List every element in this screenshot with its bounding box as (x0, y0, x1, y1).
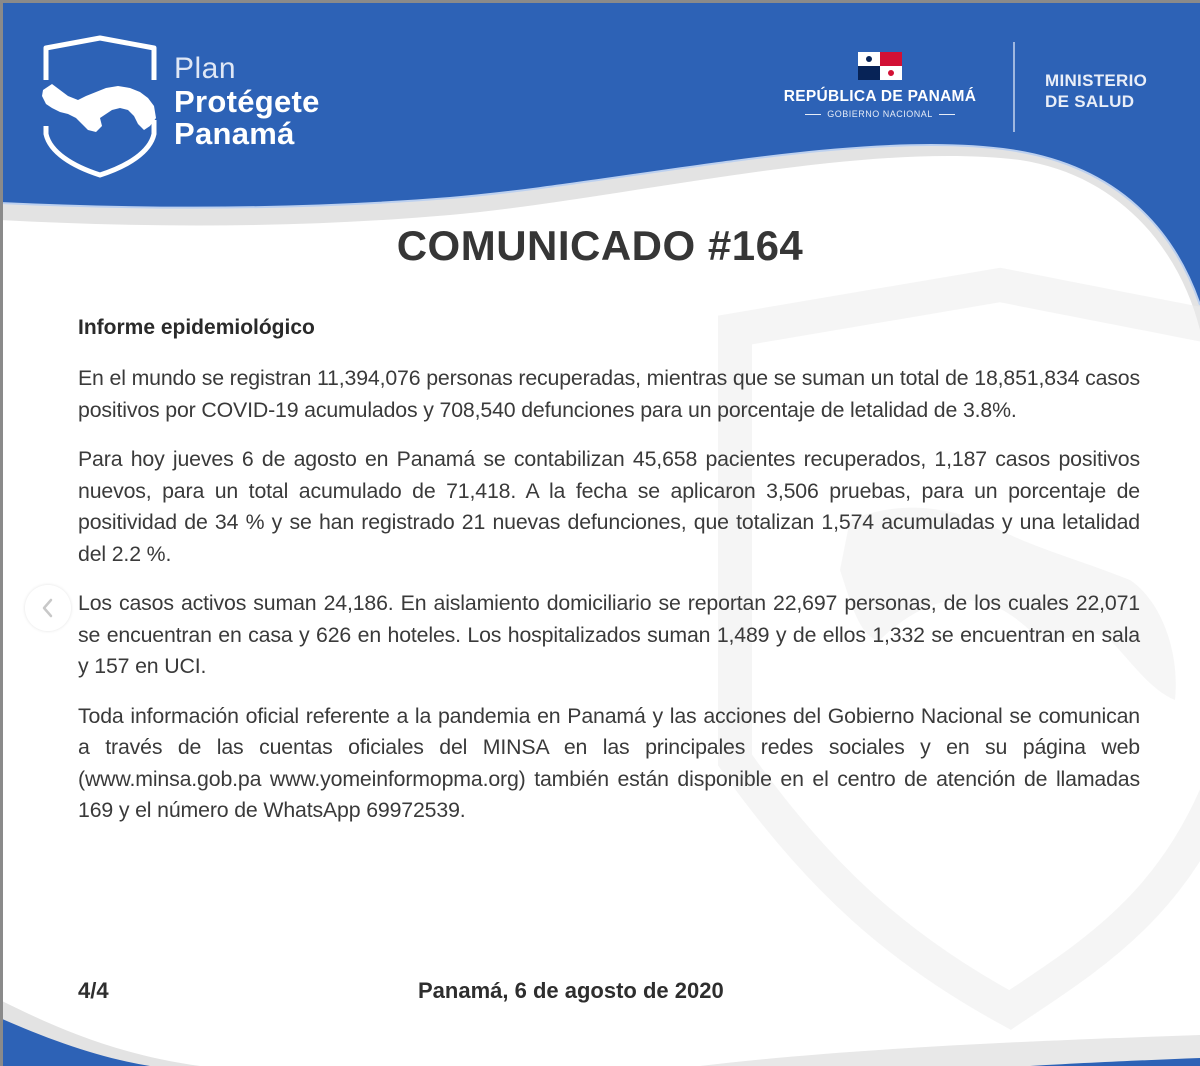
paragraph-world-stats: En el mundo se registran 11,394,076 personas recuperadas, mientras que se suman un total de 18,851,834 casos positivos por COVID-19 acumulados y 708,540 defunciones para un porcentaje de letalidad de 3.8%. (78, 366, 1140, 422)
logo-line-protegete: Protégete (174, 84, 320, 119)
ministerio-de-salud-label (1045, 70, 1147, 112)
republica-de-panama-block (770, 52, 990, 119)
paragraph-official-info: Toda información oficial referente a la pandemia en Panamá y las acciones del Gobierno Nacional se comunican a través de las cuentas oficiales del MINSA en las principales redes sociales y en su página web (www.minsa.gob.pa www.yomeinformopma.org) también están disponible en el centro de atención de llamadas 169 y el número de WhatsApp 69972539. (78, 703, 1140, 822)
frame-left-border (0, 0, 3, 1066)
dash-divider (805, 114, 821, 115)
ministry-line-2: DE SALUD (1045, 92, 1135, 111)
government-subtitle-row (770, 109, 990, 119)
panama-flag-icon (858, 52, 902, 80)
section-heading: Informe epidemiológico (78, 316, 315, 339)
government-title: REPÚBLICA DE PANAMÁ (783, 88, 977, 105)
paragraph-panama-daily: Para hoy jueves 6 de agosto en Panamá se contabilizan 45,658 pacientes recuperados, 1,187 casos positivos nuevos, para un total acumulado de 71,418. A la fecha se aplicaron 3,506 pruebas, para un porcentaje de positividad de 34 % y se han registrado 21 nuevas defunciones, que totalizan 1,574 acumuladas y una letalidad del 2.2 %. (78, 447, 1140, 566)
document-body (78, 313, 1140, 845)
logo-line-plan: Plan (174, 52, 237, 85)
dash-divider (939, 114, 955, 115)
government-subtitle: GOBIERNO NACIONAL (827, 109, 933, 119)
shield-panama-map-icon (40, 34, 160, 179)
logo-wordmark (174, 54, 320, 149)
carousel-prev-button[interactable] (25, 585, 71, 631)
footer-date: Panamá, 6 de agosto de 2020 (418, 978, 724, 1003)
header-vertical-divider (1013, 42, 1015, 132)
ministry-line-1: MINISTERIO (1045, 71, 1148, 90)
paragraph-active-cases: Los casos activos suman 24,186. En aislamiento domiciliario se reportan 22,697 personas, de los cuales 22,071 se encuentran en casa y 626 en hoteles. Los hospitalizados suman 1,489 y de ellos 1,332 se encuentran en sala y 157 en UCI. (78, 591, 1140, 678)
page-indicator: 4/4 (78, 978, 109, 1003)
logo-line-panama: Panamá (174, 116, 295, 151)
plan-protegete-logo (40, 34, 380, 184)
chevron-left-icon (39, 597, 57, 619)
frame-top-border (0, 0, 1200, 3)
document-title: COMUNICADO #164 (396, 222, 804, 269)
